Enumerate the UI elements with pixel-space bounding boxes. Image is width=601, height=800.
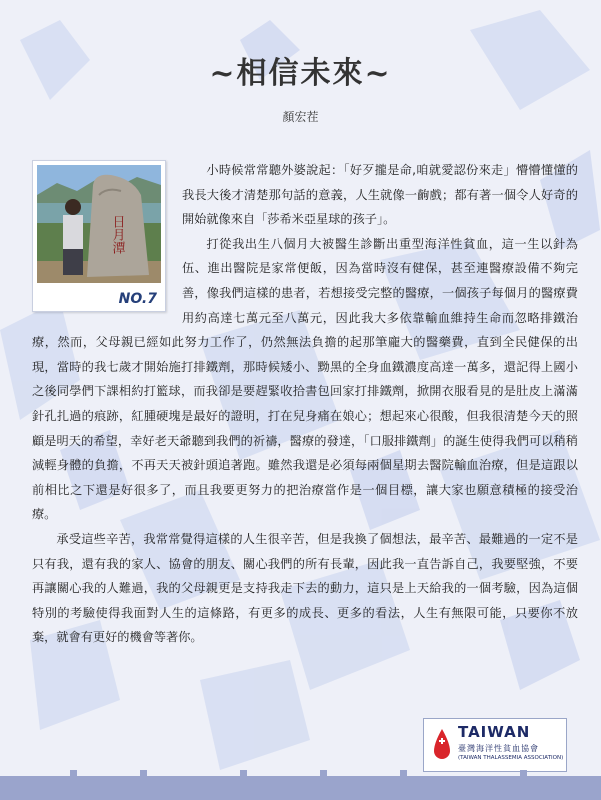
article-body	[32, 158, 578, 650]
photo-number-badge: NO.7	[118, 291, 157, 307]
blood-drop-icon	[430, 727, 454, 763]
author-name: 顏宏茬	[282, 110, 319, 124]
footer-tick	[520, 770, 527, 778]
paragraph-3: 承受這些辛苦，我常常覺得這樣的人生很辛苦，但是我換了個想法，最辛苦、最難過的一定不是只有我，還有我的家人、協會的朋友、關心我們的所有長輩，因此我一直告訴自己，我要堅強，不要再讓關心我的人難過，我的父母親更是支持我走下去的動力，這只是上天給我的一個考驗，因為這個特別的考驗使得我面對人生的這條路，有更多的成長、更多的看法，人生有無限可能，只要你不放棄，就會有更好的機會等著你。	[32, 531, 578, 645]
footer-bar	[0, 776, 601, 800]
association-logo	[423, 718, 567, 772]
paragraph-1: 小時候常常聽外婆說起：「好歹攏是命,咱就愛認份來走」懵懵懂懂的我長大後才清楚那句話的意義，人生就像一齣戲；都有著一個令人好奇的開始就像來自「莎希米亞星球的孩子」。	[182, 163, 578, 227]
footer-tick	[140, 770, 147, 778]
logo-english-name: (TAIWAN THALASSEMIA ASSOCIATION)	[458, 755, 564, 761]
paragraph-2: 打從我出生八個月大被醫生診斷出重型海洋性貧血，這一生以針為伍、進出醫院是家常便飯，因為當時沒有健保，甚至連醫療設備不夠完善，像我們這樣的患者，若想接受完整的醫療，一個孩子每個月的醫療費用約高達七萬元至八萬元，因此我大多依靠輸血維持生命而忽略排鐵治療，然而，父母親已經如此努力工作了，仍然無法負擔的起那筆龐大的醫藥費，直到全民健保的出現，當時的我七歲才開始施打排鐵劑，那時候矮小、黝黑的全身血鐵濃度高達一萬多，還記得上國小之後同學們下課相約打籃球，而我卻是要趕緊收拾書包回家打排鐵劑，掀開衣服看見的是肚皮上滿滿針孔扎過的痕跡，紅腫硬塊是最好的證明，打在兒身痛在娘心；想起來心很酸，但我很清楚今天的照顧是明天的希望，幸好老天爺聽到我們的祈禱，醫療的發達，「口服排鐵劑」的誕生使得我們可以稍稍減輕身體的負擔，不再天天被針頭追著跑。雖然我還是必須每兩個星期去醫院輸血治療，但是這跟以前相比之下還是好很多了，而且我要更努力的把治療當作是一個目標，讓大家也願意積極的接受治療。	[32, 236, 578, 522]
page-title: ~相信未來~	[209, 56, 392, 91]
footer-tick	[70, 770, 77, 778]
footer-tick	[240, 770, 247, 778]
footer-tick	[400, 770, 407, 778]
logo-word: TAIWAN	[458, 723, 531, 741]
logo-chinese-name: 臺灣海洋性貧血協會	[458, 744, 539, 753]
footer-tick	[320, 770, 327, 778]
svg-text:日月潭: 日月潭	[109, 215, 125, 254]
